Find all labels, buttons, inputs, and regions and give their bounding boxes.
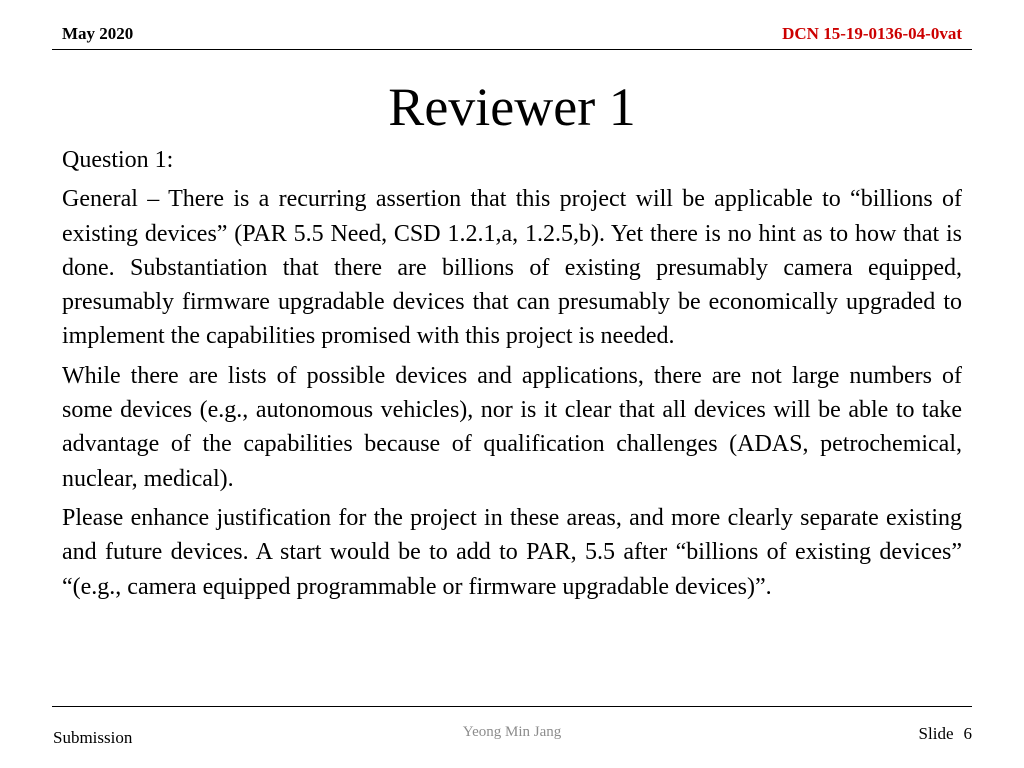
footer-slide	[919, 724, 972, 744]
header-divider	[52, 49, 972, 50]
footer-author: Yeong Min Jang	[462, 724, 562, 740]
header-date: May 2020	[62, 24, 134, 43]
slide-label: Slide	[918, 724, 954, 743]
footer-divider	[52, 706, 972, 707]
slide-number: 6	[963, 724, 972, 743]
paragraph-request: Please enhance justification for the project in these areas, and more clearly separate existing and future devices. A start would be to add to PAR, 5.5 after “billions of existing devices” “(e.g., camera equipped programmable or firmware upgradable devices)”.	[62, 504, 962, 600]
paragraph-general: General – There is a recurring assertion that this project will be applicable to “billions of existing devices” (PAR 5.5 Need, CSD 1.2.1,a, 1.2.5,b). Yet there is no hint as to how that is done. Substantiation that there are billions of existing presumably camera equipped, presumably firmware upgradable devices that can presumably be economically upgraded to implement the capabilities promised with this project is needed.	[62, 186, 962, 350]
footer-submission: Submission	[53, 728, 133, 747]
slide-title: Reviewer 1	[388, 77, 636, 137]
header-dcn: DCN 15-19-0136-04-0vat	[782, 24, 962, 43]
question-label: Question 1:	[62, 147, 174, 173]
slide-body	[62, 143, 962, 609]
paragraph-devices: While there are lists of possible devices and applications, there are not large numbers of some devices (e.g., autonomous vehicles), nor is it clear that all devices will be able to take advantage of the capabilities because of qualification challenges (ADAS, petrochemical, nuclear, medical).	[62, 362, 962, 492]
